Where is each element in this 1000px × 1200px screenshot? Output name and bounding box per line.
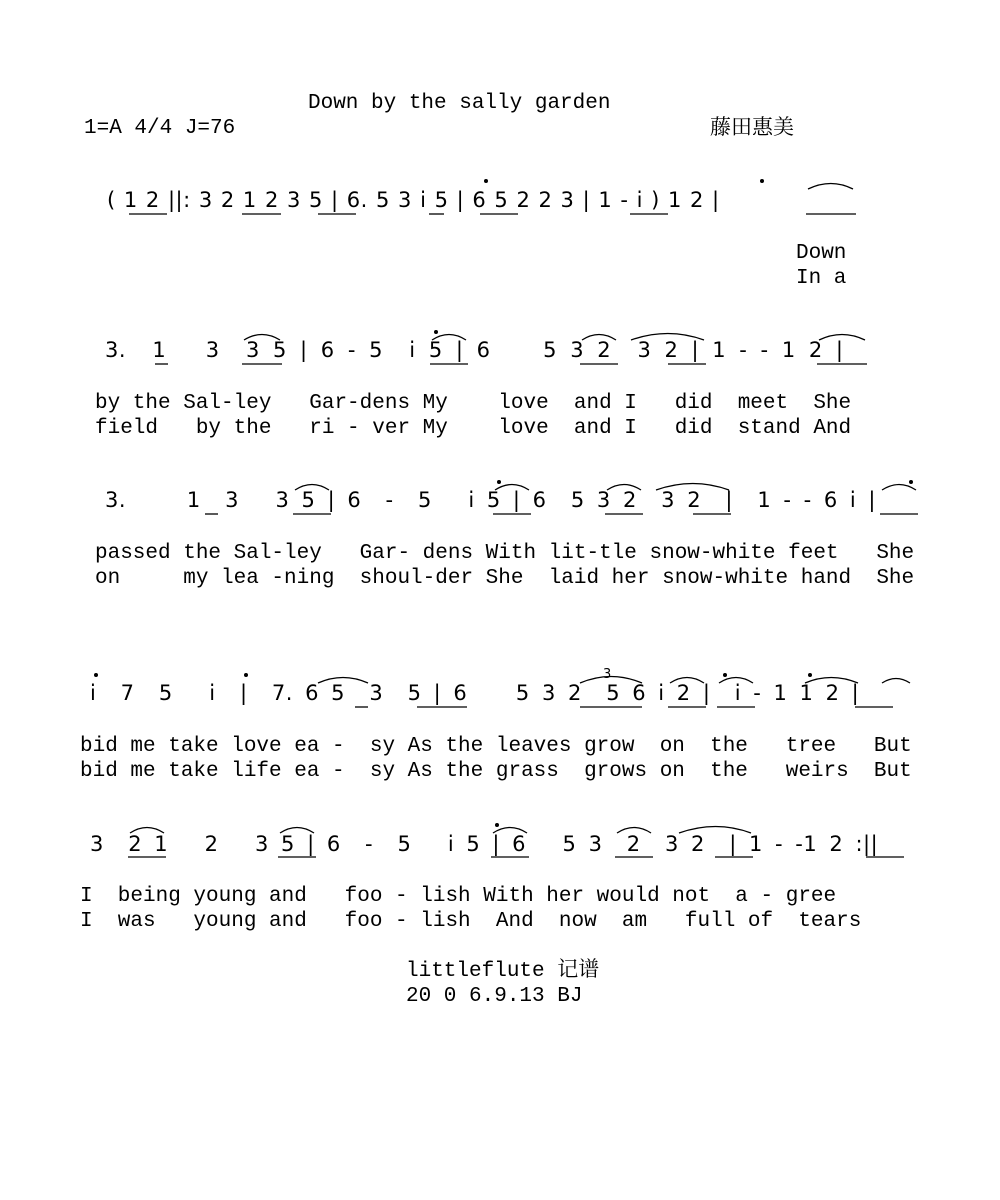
stave-2-lyric-1: by the Sal-ley Gar-dens My love and I did meet She [95,392,852,415]
song-title: Down by the sally garden [308,92,611,115]
octave-dot [760,179,764,183]
transcription-date: 20 0 6.9.13 BJ [406,985,583,1008]
key-signature: 1=A 4/4 J=76 [84,117,236,140]
slur-mark [882,485,916,491]
stave-3-notes: 3. 1 3 3 5 | 6 - 5 i 5 | 6 5 3 2 3 2 | 1 - - 6 i | [105,488,876,512]
stave-2-notes: 3. 1 3 3 5 | 6 - 5 i 5 | 6 5 3 2 3 2 | 1 - - 1 2 | [105,338,844,362]
octave-dot [484,179,488,183]
slur-mark [808,184,853,190]
octave-dot [808,673,812,677]
transcriber-credit: littleflute 记谱 [406,960,600,983]
performer-name: 藤田惠美 [710,115,794,139]
stave-1-notes: ( 1 2 ||: 3 2 1 2 3 5 | 6. 5 3 i 5 | 6 5 2 2 3 | 1 - i ) 1 2 | [107,188,720,212]
octave-dot [497,480,501,484]
stave-4-notes: i 7 5 i | 7. 6 5 3 5 | 6 5 3 2 5 6 i 2 | i - 1 1 2 | [90,681,860,705]
stave-5-lyric-2: I was young and foo - lish And now am full of tears [80,910,862,933]
octave-dot [94,673,98,677]
triplet-marker: 3 [603,667,612,682]
octave-dot [244,673,248,677]
stave-5-lyric-1: I being young and foo - lish With her would not a - gree [80,885,837,908]
slur-mark [882,679,910,684]
octave-dot [495,823,499,827]
octave-dot [434,330,438,334]
stave-1-lyric-1: Down [796,242,847,265]
stave-3-lyric-2: on my lea -ning shoul-der She laid her snow-white hand She [95,567,915,590]
octave-dot [909,480,913,484]
octave-dot [723,673,727,677]
stave-1-lyric-2: In a [796,267,847,290]
stave-2-lyric-2: field by the ri - ver My love and I did stand And [95,417,852,440]
stave-3-lyric-1: passed the Sal-ley Gar- dens With lit-tle snow-white feet She [95,542,915,565]
stave-4-lyric-2: bid me take life ea - sy As the grass grows on the weirs But [80,760,912,783]
stave-5-notes: 3 2 1 2 3 5 | 6 - 5 i 5 | 6 5 3 2 3 2 | 1 - -1 2 :|| [90,832,879,856]
stave-4-lyric-1: bid me take love ea - sy As the leaves grow on the tree But [80,735,912,758]
